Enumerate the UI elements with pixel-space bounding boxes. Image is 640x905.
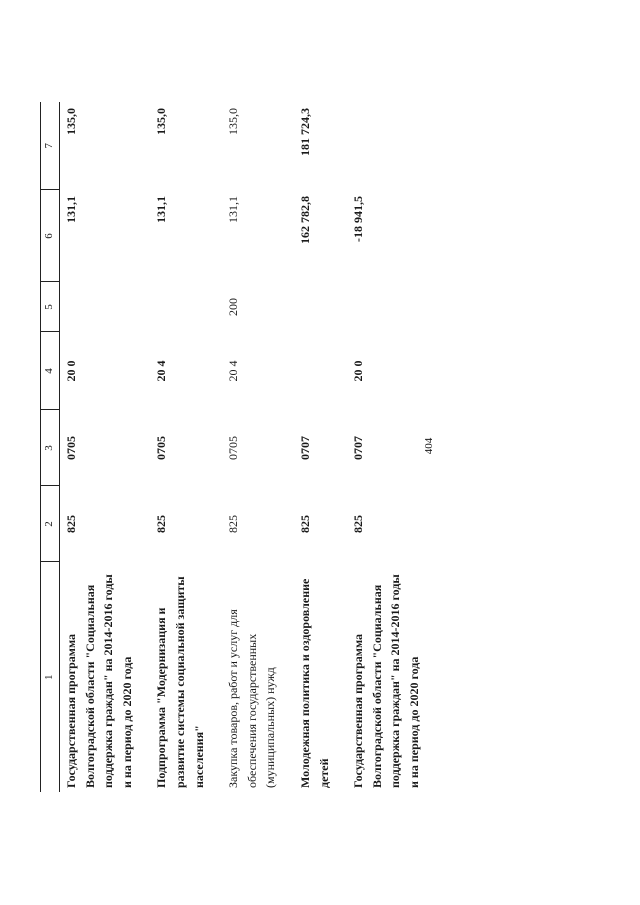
rotated-page: [40, 72, 600, 832]
col-header-6: 6: [41, 190, 60, 282]
target-cell: [294, 332, 347, 410]
table-row: [294, 102, 347, 792]
col-header-7: 7: [41, 102, 60, 190]
page-number: 404: [423, 437, 435, 455]
amount-2015-cell: 131,1: [154, 196, 169, 223]
section-cell: 0705: [226, 436, 241, 460]
section-cell: 0707: [351, 436, 366, 460]
amount-2015-cell: 162 782,8: [297, 196, 312, 244]
header-row: [41, 102, 60, 792]
code-cell: 825: [351, 515, 366, 533]
budget-table: [40, 102, 438, 792]
table-row: [150, 102, 222, 792]
row-name-cell: Подпрограмма "Модернизация и развитие системы социальной защиты населения": [154, 576, 206, 788]
code-cell: 825: [64, 515, 78, 533]
amount-2016-cell: 135,0: [226, 108, 241, 135]
target-cell: 20 0: [64, 360, 78, 382]
row-name-cell: Закупка товаров, работ и услуг для обеспечения государственных (муниципальных) нужд: [226, 609, 278, 788]
target-cell: 20 4: [226, 360, 241, 382]
amount-2016-cell: 135,0: [64, 108, 78, 135]
row-name-cell: Государственная программа Волгоградской области "Социальная поддержка граждан" на 2014-2016 годы и на период до 2020 года: [64, 574, 134, 788]
amount-2016-cell: 135,0: [154, 108, 169, 135]
amount-2016-cell: 181 724,3: [297, 108, 312, 156]
code-cell: 825: [154, 515, 169, 533]
row-name-cell: Молодежная политика и оздоровление детей: [297, 578, 331, 788]
section-cell: 0705: [154, 436, 169, 460]
table-row: [347, 102, 437, 792]
col-header-4: 4: [41, 332, 60, 410]
code-cell: 825: [226, 515, 241, 533]
col-header-5: 5: [41, 282, 60, 332]
expense-type-cell: 200: [226, 298, 241, 316]
code-cell: 825: [297, 515, 312, 533]
expense-type-cell: [150, 282, 222, 332]
amount-2015-cell: 131,1: [226, 196, 241, 223]
row-name-cell: Государственная программа Волгоградской области "Социальная поддержка граждан" на 2014-2016 годы и на период до 2020 года: [351, 574, 421, 788]
amount-2015-cell: -18 941,5: [351, 196, 366, 242]
expense-type-cell: [60, 282, 151, 332]
col-header-1: 1: [41, 562, 60, 792]
col-header-2: 2: [41, 486, 60, 562]
target-cell: 20 4: [154, 360, 169, 382]
col-header-3: 3: [41, 410, 60, 486]
amount-2015-cell: 131,1: [64, 196, 78, 223]
section-cell: 0705: [64, 436, 78, 460]
section-cell: 0707: [297, 436, 312, 460]
expense-type-cell: [347, 282, 437, 332]
table-row: [60, 102, 151, 792]
amount-2016-cell: [347, 102, 437, 190]
table-row: [222, 102, 294, 792]
expense-type-cell: [294, 282, 347, 332]
target-cell: 20 0: [351, 360, 366, 382]
